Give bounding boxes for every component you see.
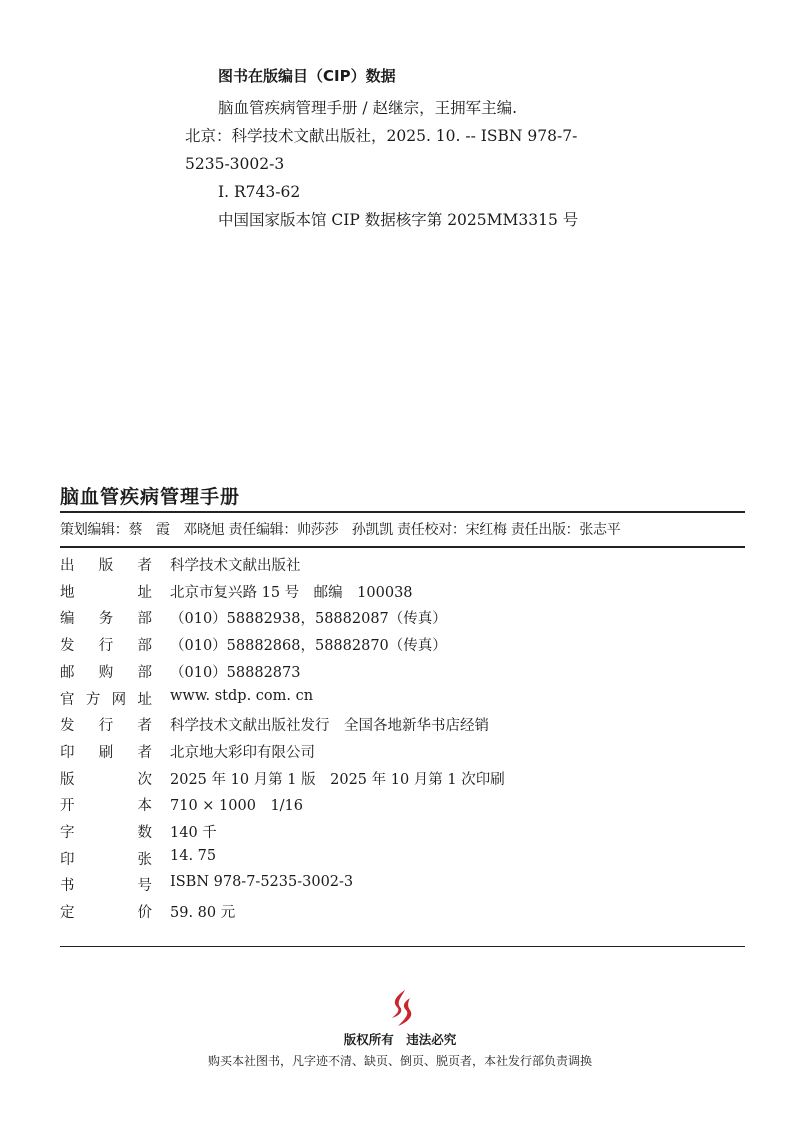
detail-label-char: 张	[137, 851, 152, 868]
detail-value: ISBN 978-7-5235-3002-3	[170, 874, 354, 891]
detail-label	[60, 634, 152, 655]
detail-label-char: 出	[60, 558, 75, 574]
divider-editors	[60, 546, 745, 548]
cip-title: 图书在版编目（CIP）数据	[218, 67, 396, 85]
detail-value: 59. 80 元	[170, 905, 236, 922]
detail-value: 2025 年 10 月第 1 版 2025 年 10 月第 1 次印刷	[170, 771, 505, 788]
detail-label-char: 发	[60, 718, 75, 735]
detail-value: 710 × 1000 1/16	[170, 798, 304, 815]
detail-value: 科学技术文献出版社发行 全国各地新华书店经销	[170, 718, 489, 735]
detail-label	[60, 554, 152, 575]
detail-label-char: 者	[137, 558, 152, 574]
detail-label	[60, 848, 152, 869]
detail-label-char: 部	[137, 611, 152, 628]
detail-label	[60, 581, 152, 602]
detail-value: （010）58882938，58882087（传真）	[170, 611, 447, 628]
detail-value: 北京市复兴路 15 号 邮编 100038	[170, 584, 413, 601]
detail-label-char: 号	[137, 878, 152, 895]
detail-label-char: 编	[60, 611, 75, 628]
detail-label-char: 者	[137, 718, 152, 735]
detail-label-char: 次	[137, 771, 152, 788]
detail-label-char: 址	[137, 584, 152, 601]
detail-label-char: 定	[60, 905, 75, 922]
detail-value: （010）58882873	[170, 664, 301, 681]
detail-label	[60, 901, 152, 922]
detail-label-char: 版	[98, 558, 114, 574]
detail-value: 14. 75	[170, 847, 217, 864]
detail-label-char: 邮	[60, 664, 75, 681]
detail-label-char: 者	[137, 744, 152, 761]
book-title: 脑血管疾病管理手册	[60, 486, 241, 508]
detail-value: 北京地大彩印有限公司	[170, 744, 315, 761]
detail-label-char: 方	[85, 691, 101, 708]
detail-label-char: 版	[60, 771, 75, 788]
publisher-logo-icon	[386, 988, 420, 1028]
cip-line-publisher: 北京：科学技术文献出版社，2025. 10. -- ISBN 978-7-	[185, 127, 578, 145]
detail-label-char: 购	[98, 664, 114, 681]
detail-label	[60, 821, 152, 842]
detail-value: www. stdp. com. cn	[170, 687, 314, 704]
detail-label	[60, 768, 152, 789]
detail-label-char: 印	[60, 744, 75, 761]
detail-label	[60, 794, 152, 815]
replacement-notice: 购买本社图书，凡字迹不清、缺页、倒页、脱页者，本社发行部负责调换	[207, 1054, 592, 1068]
detail-value: 科学技术文献出版社	[170, 558, 301, 574]
detail-label-char: 部	[137, 638, 152, 655]
divider-top	[60, 511, 745, 513]
detail-label-char: 部	[137, 664, 152, 681]
divider-bottom	[60, 946, 745, 947]
detail-label-char: 印	[60, 851, 75, 868]
cip-line-title: 脑血管疾病管理手册 / 赵继宗，王拥军主编.	[218, 99, 518, 117]
copyright-notice: 版权所有 违法必究	[343, 1032, 457, 1047]
detail-label-char: 网	[111, 691, 127, 708]
detail-value: 140 千	[170, 825, 217, 841]
detail-label	[60, 741, 152, 762]
detail-label-char: 行	[98, 638, 114, 655]
cip-line-record-number: 中国国家版本馆 CIP 数据核字第 2025MM3315 号	[218, 211, 579, 229]
detail-label-char: 开	[60, 798, 75, 815]
detail-label	[60, 661, 152, 682]
detail-label-char: 发	[60, 638, 75, 655]
editors-line: 策划编辑：蔡 霞 邓晓旭 责任编辑：帅莎莎 孙凯凯 责任校对：宋红梅 责任出版：张志平	[60, 522, 621, 538]
detail-label-char: 刷	[98, 744, 114, 761]
detail-label-char: 址	[137, 691, 152, 708]
detail-label	[60, 688, 152, 709]
detail-label	[60, 874, 152, 895]
detail-label-char: 价	[137, 905, 152, 922]
detail-label-char: 务	[98, 611, 114, 628]
detail-value: （010）58882868，58882870（传真）	[170, 638, 447, 655]
detail-label-char: 本	[137, 798, 152, 815]
detail-label-char: 书	[60, 878, 75, 895]
detail-label-char: 官	[60, 691, 75, 708]
detail-label-char: 数	[137, 825, 152, 841]
detail-label	[60, 607, 152, 628]
cip-line-isbn: 5235-3002-3	[185, 155, 285, 173]
detail-label	[60, 714, 152, 735]
cip-line-classification: Ⅰ. R743-62	[218, 183, 301, 201]
detail-label-char: 字	[60, 825, 75, 841]
detail-label-char: 地	[60, 584, 75, 601]
detail-label-char: 行	[98, 718, 114, 735]
